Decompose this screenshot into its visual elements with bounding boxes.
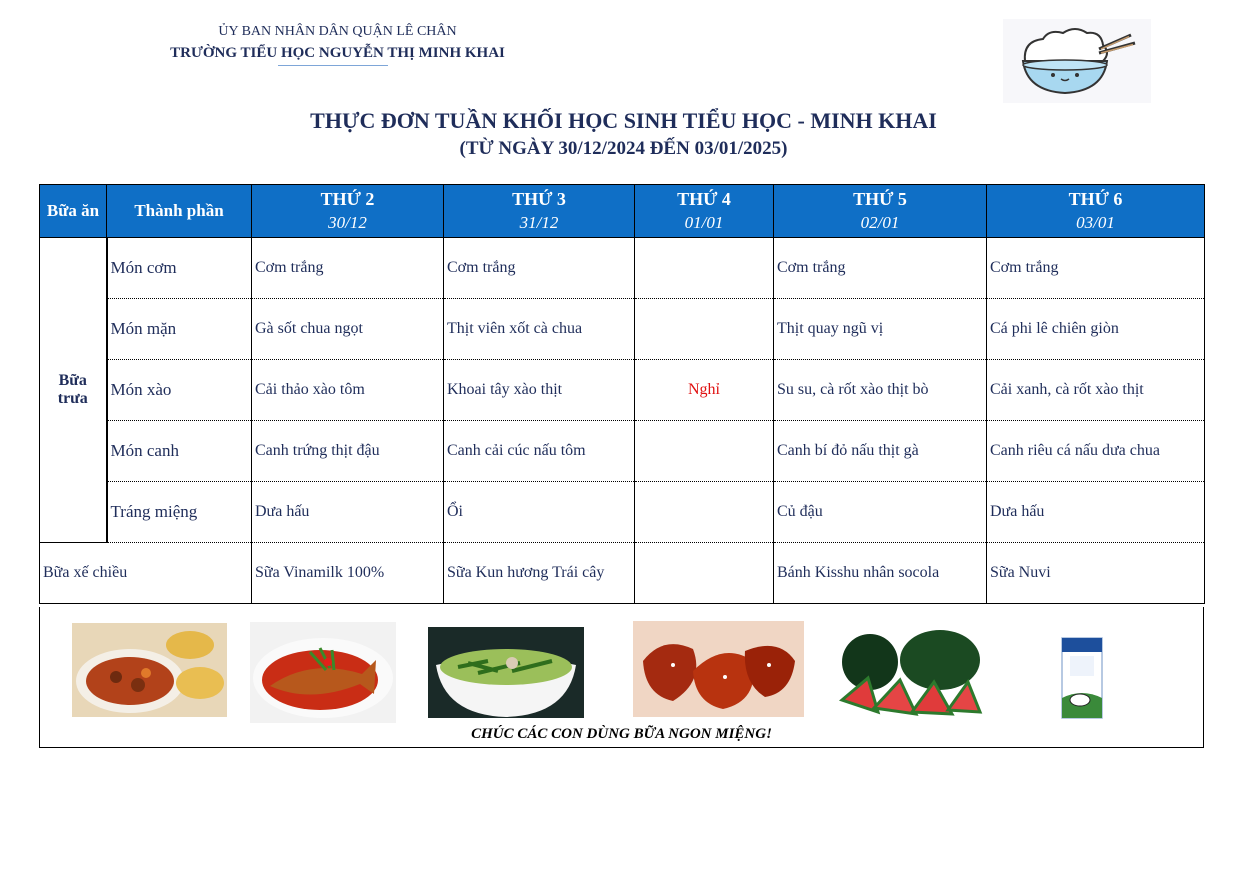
district-name: ỦY BAN NHÂN DÂN QUẬN LÊ CHÂN [218,24,457,39]
menu-cell [635,421,774,482]
day-name: THỨ 3 [512,189,566,209]
component-label: Món cơm [107,238,252,299]
menu-cell: Thịt quay ngũ vị [774,299,987,360]
school-underline [278,65,388,66]
menu-cell: Su su, cà rốt xào thịt bò [774,360,987,421]
menu-cell: Ổi [444,482,635,543]
glazed-meat-photo [633,621,804,717]
menu-cell: Canh trứng thịt đậu [252,421,444,482]
day-name: THỨ 5 [853,189,907,209]
menu-cell: Cơm trắng [252,238,444,299]
menu-cell: Khoai tây xào thịt [444,360,635,421]
day-date: 30/12 [328,213,367,232]
menu-cell: Củ đậu [774,482,987,543]
day-date: 02/01 [860,213,900,232]
menu-table [39,184,1205,604]
menu-cell: Thịt viên xốt cà chua [444,299,635,360]
menu-cell: Canh bí đỏ nấu thịt gà [774,421,987,482]
holiday-cell: Nghỉ [635,360,774,421]
day-date: 03/01 [1076,213,1115,232]
school-name: TRƯỜNG TIỂU HỌC NGUYỄN THỊ MINH KHAI [170,45,505,61]
day-name: THỨ 2 [320,189,375,209]
menu-title: THỰC ĐƠN TUẦN KHỐI HỌC SINH TIỂU HỌC - MINH KHAI [310,108,937,133]
header-meal: Bữa ăn [40,185,107,238]
day-name: THỨ 6 [1068,189,1123,209]
component-label: Món xào [107,360,252,421]
header-day-mon [252,185,444,238]
menu-cell: Sữa Nuvi [987,543,1205,604]
table-row [40,543,1205,604]
lunch-label: Bữa trưa [40,238,107,543]
component-label: Món mặn [107,299,252,360]
header-day-tue [444,185,635,238]
menu-cell: Dưa hấu [252,482,444,543]
component-label: Tráng miệng [107,482,252,543]
table-row [40,238,1205,299]
rice-bowl-icon [1003,19,1151,103]
stew-photo [72,623,227,717]
component-label: Món canh [107,421,252,482]
header-day-wed [635,185,774,238]
menu-cell [635,238,774,299]
menu-cell: Dưa hấu [987,482,1205,543]
watermelon-photo [838,624,983,723]
menu-cell [635,543,774,604]
menu-cell: Cơm trắng [987,238,1205,299]
menu-cell: Canh cải cúc nấu tôm [444,421,635,482]
day-name: THỨ 4 [677,189,731,209]
header-day-fri [987,185,1205,238]
table-row [40,360,1205,421]
closing-message: CHÚC CÁC CON DÙNG BỮA NGON MIỆNG! [471,726,772,742]
menu-cell [635,482,774,543]
menu-cell: Cải xanh, cà rốt xào thịt [987,360,1205,421]
menu-cell: Gà sốt chua ngọt [252,299,444,360]
milk-carton-photo [1056,634,1108,722]
menu-cell: Cơm trắng [774,238,987,299]
vegetable-soup-photo [428,627,584,718]
day-date: 01/01 [684,213,724,232]
menu-cell: Sữa Kun hương Trái cây [444,543,635,604]
table-row [40,482,1205,543]
menu-cell: Canh riêu cá nấu dưa chua [987,421,1205,482]
menu-cell: Cá phi lê chiên giòn [987,299,1205,360]
day-date: 31/12 [519,213,559,232]
snack-label: Bữa xế chiều [40,543,252,604]
menu-cell [635,299,774,360]
header-day-thu [774,185,987,238]
menu-cell: Bánh Kisshu nhân socola [774,543,987,604]
table-row [40,421,1205,482]
menu-cell: Sữa Vinamilk 100% [252,543,444,604]
menu-date-range: (TỪ NGÀY 30/12/2024 ĐẾN 03/01/2025) [459,138,788,159]
menu-cell: Cơm trắng [444,238,635,299]
table-row [40,299,1205,360]
fish-photo [250,622,396,723]
header-component: Thành phần [107,185,252,238]
menu-cell: Cải thảo xào tôm [252,360,444,421]
